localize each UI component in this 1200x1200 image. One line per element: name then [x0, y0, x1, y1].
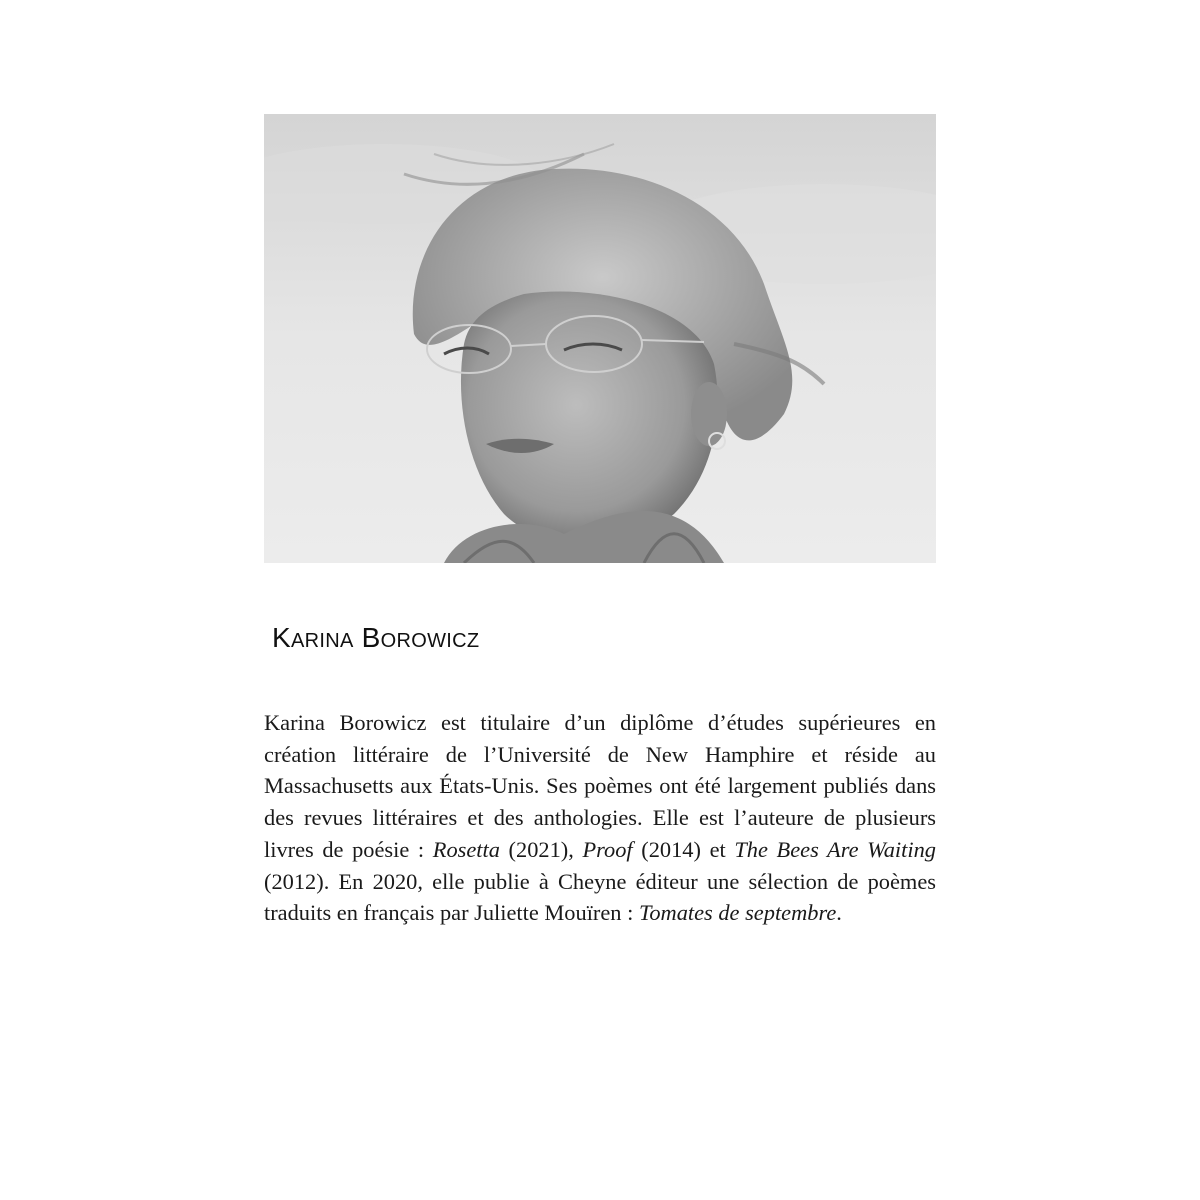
- bio-text: (2021),: [499, 836, 583, 862]
- bio-line: [264, 897, 936, 929]
- bio-text: création littéraire de l’Université de New Hamphire et réside au: [264, 741, 936, 767]
- book-title: The Bees Are Waiting: [734, 836, 936, 862]
- bio-text: .: [836, 900, 842, 926]
- bio-text: livres de poésie :: [264, 836, 433, 862]
- bio-text: (2012). En 2020, elle publie à Cheyne éditeur une sélection de poèmes: [264, 868, 936, 894]
- author-portrait-photo: [264, 114, 936, 563]
- book-title: Proof: [582, 836, 633, 862]
- bio-text: des revues littéraires et des anthologies. Elle est l’auteure de plusieurs: [264, 805, 936, 831]
- bio-line: [264, 707, 936, 739]
- author-biography: [264, 707, 936, 929]
- portrait-image: [264, 114, 936, 563]
- bio-line: [264, 802, 936, 834]
- bio-text: traduits en français par Juliette Mouïren :: [264, 900, 639, 926]
- bio-line: [264, 739, 936, 771]
- bio-line: [264, 834, 936, 866]
- bio-text: Karina Borowicz est titulaire d’un diplôme d’études supérieures en: [264, 710, 936, 735]
- bio-line: [264, 770, 936, 802]
- author-name-heading: [272, 622, 479, 654]
- book-title: Rosetta: [432, 836, 500, 862]
- bio-text: (2014) et: [632, 836, 735, 862]
- author-name-text: Karina Borowicz: [272, 622, 480, 653]
- book-title: Tomates de septembre: [638, 900, 837, 926]
- bio-text: Massachusetts aux États-Unis. Ses poèmes ont été largement publiés dans: [264, 773, 936, 799]
- bio-line: [264, 866, 936, 898]
